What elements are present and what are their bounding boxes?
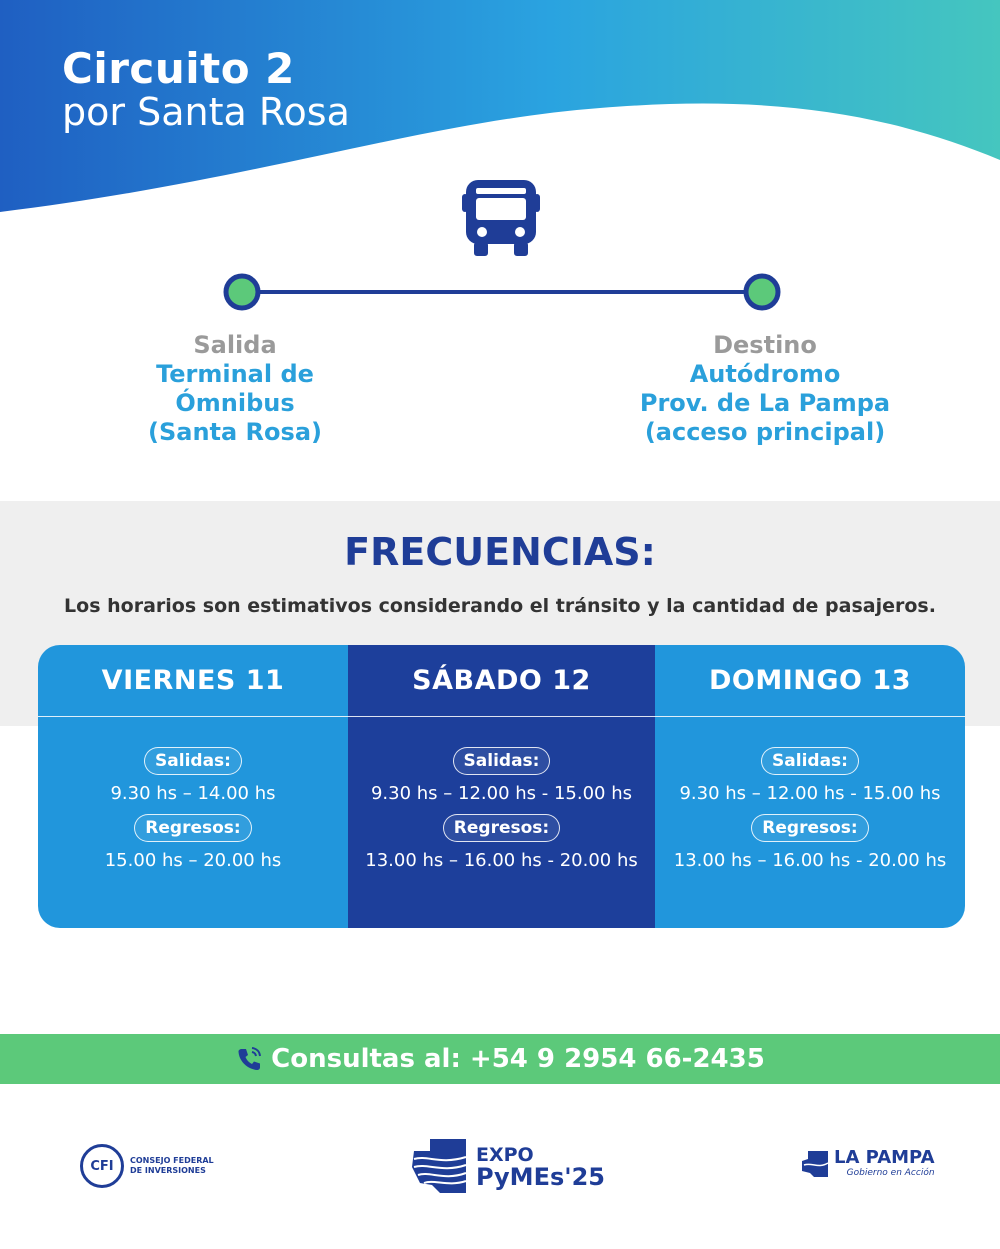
contact-text: Consultas al: +54 9 2954 66-2435 xyxy=(271,1044,765,1074)
province-shape-icon xyxy=(800,1149,830,1179)
day-header: VIERNES 11 xyxy=(38,645,348,717)
origin-name-line: (Santa Rosa) xyxy=(148,418,322,446)
cfi-logo xyxy=(80,1144,214,1188)
phone-icon xyxy=(235,1045,263,1073)
day-column-friday xyxy=(38,645,348,928)
destination-label: Destino xyxy=(713,331,817,359)
returns-times: 13.00 hs – 16.00 hs - 20.00 hs xyxy=(673,850,947,871)
returns-label: Regresos: xyxy=(751,814,868,842)
departures-label: Salidas: xyxy=(453,747,551,775)
schedule-table xyxy=(38,645,965,928)
returns-times: 15.00 hs – 20.00 hs xyxy=(104,850,282,871)
returns-times: 13.00 hs – 16.00 hs - 20.00 hs xyxy=(365,850,638,871)
departures-times: 9.30 hs – 14.00 hs xyxy=(110,783,276,804)
origin-stop-marker xyxy=(226,276,258,308)
frequencies-note: Los horarios son estimativos considerando el tránsito y la cantidad de pasajeros. xyxy=(64,595,936,617)
destination-stop-marker xyxy=(746,276,778,308)
day-column-sunday xyxy=(655,645,965,928)
departures-label: Salidas: xyxy=(144,747,242,775)
la-pampa-logo xyxy=(800,1148,935,1179)
cfi-line: DE INVERSIONES xyxy=(130,1166,206,1175)
returns-label: Regresos: xyxy=(443,814,560,842)
departures-times: 9.30 hs – 12.00 hs - 15.00 hs xyxy=(370,783,633,804)
destination-name-line: Prov. de La Pampa xyxy=(639,389,891,417)
province-map-icon xyxy=(410,1137,468,1195)
day-column-saturday xyxy=(348,645,655,928)
la-pampa-name: LA PAMPA xyxy=(834,1147,935,1168)
expo-line: EXPO xyxy=(476,1144,534,1166)
la-pampa-tagline: Gobierno en Acción xyxy=(846,1168,935,1178)
departures-times: 9.30 hs – 12.00 hs - 15.00 hs xyxy=(679,783,941,804)
origin-label: Salida xyxy=(193,331,277,359)
destination-block xyxy=(620,330,910,447)
bus-icon xyxy=(462,178,540,258)
expo-pymes-logo xyxy=(410,1137,605,1195)
cfi-mark: CFI xyxy=(80,1144,124,1188)
origin-block xyxy=(110,330,360,447)
contact-bar[interactable] xyxy=(0,1034,1000,1084)
expo-line: PyMEs'25 xyxy=(476,1163,605,1191)
departures-label: Salidas: xyxy=(761,747,859,775)
destination-name-line: (acceso principal) xyxy=(644,418,886,446)
origin-name-line: Ómnibus xyxy=(175,389,295,417)
destination-name-line: Autódromo xyxy=(689,360,841,388)
day-header: DOMINGO 13 xyxy=(655,645,965,717)
day-header: SÁBADO 12 xyxy=(348,645,655,717)
page-title: Circuito 2 xyxy=(62,44,295,93)
returns-label: Regresos: xyxy=(134,814,251,842)
page-subtitle: por Santa Rosa xyxy=(62,90,350,134)
frequencies-title: FRECUENCIAS: xyxy=(344,530,656,574)
route-line xyxy=(222,270,782,314)
cfi-line: CONSEJO FEDERAL xyxy=(130,1156,214,1165)
origin-name-line: Terminal de xyxy=(156,360,314,388)
